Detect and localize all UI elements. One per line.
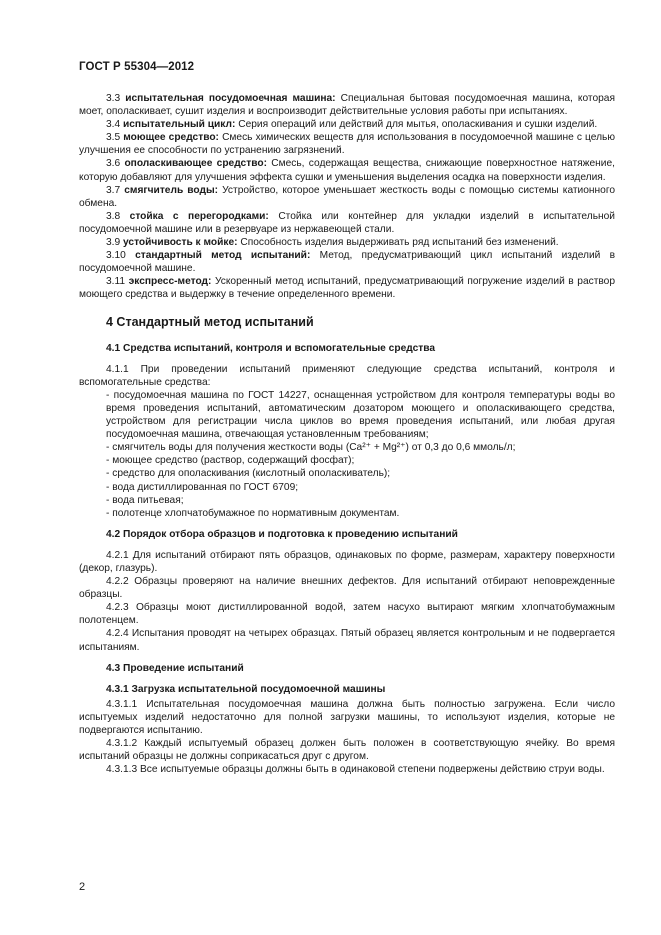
definition-text: Метод, предусматривающий цикл испытаний изделий в посудомоечной машине. <box>79 250 615 275</box>
section-4-3-title: 4.3 Проведение испытаний <box>106 662 244 674</box>
definition-term: экспресс-метод: <box>128 276 215 288</box>
definition-number: 3.11 <box>106 276 129 288</box>
definition-text: Серия операций или действий для мытья, ополаскивания и сушки изделий. <box>238 119 598 131</box>
section-4-3-1-title: 4.3.1 Загрузка испытательной посудомоечной машины <box>106 683 386 695</box>
list-item: - вода питьевая; <box>106 494 184 506</box>
paragraph-4-3-1-3: 4.3.1.3 Все испытуемые образцы должны быть в одинаковой степени подвержены действию струи воды. <box>106 764 605 776</box>
definition-number: 3.5 <box>106 132 124 144</box>
definition-term: стандартный метод испытаний: <box>135 250 320 262</box>
definition-text: Устройство, которое уменьшает жесткость воды с помощью системы катионного обмена. <box>79 184 615 209</box>
definition-text: Ускоренный метод испытаний, предусматривающий погружение изделий в раствор моющего средства и выдержку в течение определенного времени. <box>79 276 616 301</box>
definition-term: стойка с перегородками: <box>129 210 279 222</box>
list-item: - средство для ополаскивания (кислотный ополаскиватель); <box>106 468 391 480</box>
list-item: - вода дистиллированная по ГОСТ 6709; <box>106 481 299 493</box>
definition-text: Специальная бытовая посудомоечная машина, которая моет, ополаскивает, сушит изделия и воспроизводит действительные условия работы при испытаниях. <box>79 93 615 118</box>
list-item: - полотенце хлопчатобумажное по нормативным документам. <box>106 507 400 519</box>
definition-item <box>79 157 615 183</box>
definition-number: 3.7 <box>106 184 125 196</box>
definition-item <box>79 118 615 131</box>
list-item: - моющее средство (раствор, содержащий фосфат); <box>106 455 355 467</box>
paragraph-4-2-1: 4.2.1 Для испытаний отбирают пять образцов, одинаковых по форме, размерам, характеру поверхности (декор, глазурь). <box>79 549 615 574</box>
definition-term: смягчитель воды: <box>124 184 223 196</box>
definition-number: 3.9 <box>106 237 123 249</box>
definition-term: испытательный цикл: <box>123 119 239 131</box>
definition-item <box>79 184 615 210</box>
definition-term: моющее средство: <box>123 132 223 144</box>
definitions-list <box>79 92 615 302</box>
document-header: ГОСТ Р 55304—2012 <box>79 61 195 73</box>
definition-text: Смесь химических веществ для использования в посудомоечной машине с целью улучшения ее способности по устранению загрязнений. <box>79 132 615 157</box>
definition-number: 3.3 <box>106 93 126 104</box>
paragraph-4-2-2: 4.2.2 Образцы проверяют на наличие внешних дефектов. Для испытаний отбирают неповрежденные образцы. <box>79 576 615 601</box>
definition-term: ополаскивающее средство: <box>124 158 272 170</box>
paragraph-4-1-1: 4.1.1 При проведении испытаний применяют следующие средства испытаний, контроля и вспомогательные средства: <box>79 363 615 388</box>
definition-number: 3.6 <box>106 158 125 170</box>
definition-text: Способность изделия выдерживать ряд испытаний без изменений. <box>240 237 559 249</box>
definition-number: 3.8 <box>106 210 130 222</box>
paragraph-4-2-4: 4.2.4 Испытания проводят на четырех образцах. Пятый образец является контрольным и не подвергается испытаниям. <box>79 628 615 653</box>
paragraph-4-3-1-2: 4.3.1.2 Каждый испытуемый образец должен быть положен в соответствующую ячейку. Во время испытаний образцы не должны соприкасаться друг с другом. <box>79 738 615 763</box>
page-number: 2 <box>79 881 86 893</box>
definition-item <box>79 210 615 236</box>
definition-item <box>79 131 615 157</box>
definition-item <box>79 92 615 118</box>
definition-item <box>79 236 615 249</box>
definition-text: Смесь, содержащая вещества, снижающие поверхностное натяжение, которую добавляют для улучшения эффекта сушки и уменьшения выделения осадка на поверхности изделия. <box>79 158 615 183</box>
list-item: - смягчитель воды для получения жесткости воды (Ca²⁺ + Mg²⁺) от 0,3 до 0,6 ммоль/л; <box>106 442 516 454</box>
section-4-1-title: 4.1 Средства испытаний, контроля и вспомогательные средства <box>106 342 436 354</box>
definition-item <box>79 275 615 301</box>
definition-number: 3.10 <box>106 250 136 262</box>
paragraph-4-2-3: 4.2.3 Образцы моют дистиллированной водой, затем насухо вытирают мягким хлопчатобумажным полотенцем. <box>79 602 615 627</box>
section-4-2-title: 4.2 Порядок отбора образцов и подготовка к проведению испытаний <box>106 528 458 540</box>
definition-term: испытательная посудомоечная машина: <box>125 93 341 104</box>
definition-text: Стойка или контейнер для укладки изделий в испытательной посудомоечной машине или в резервуаре из нержавеющей стали. <box>79 210 615 235</box>
list-item: - посудомоечная машина по ГОСТ 14227, оснащенная устройством для контроля температуры воды во время проведения испытаний, автоматическим дозатором моющего и ополаскивающего средства, устройством для регистрации числа циклов во время проведения испытаний, или любая другая посудомоечная машина, отвечающая установленным требованиям; <box>106 389 615 441</box>
section-4-title: 4 Стандартный метод испытаний <box>106 314 314 329</box>
definition-term: устойчивость к мойке: <box>123 237 241 249</box>
document-body <box>79 92 615 776</box>
definition-item <box>79 249 615 275</box>
paragraph-4-3-1-1: 4.3.1.1 Испытательная посудомоечная машина должна быть полностью загружена. Если число испытуемых изделий недостаточно для полной загрузки машины, то используют изделия, которые не подвергаются испытанию. <box>79 698 615 737</box>
definition-number: 3.4 <box>106 119 123 131</box>
